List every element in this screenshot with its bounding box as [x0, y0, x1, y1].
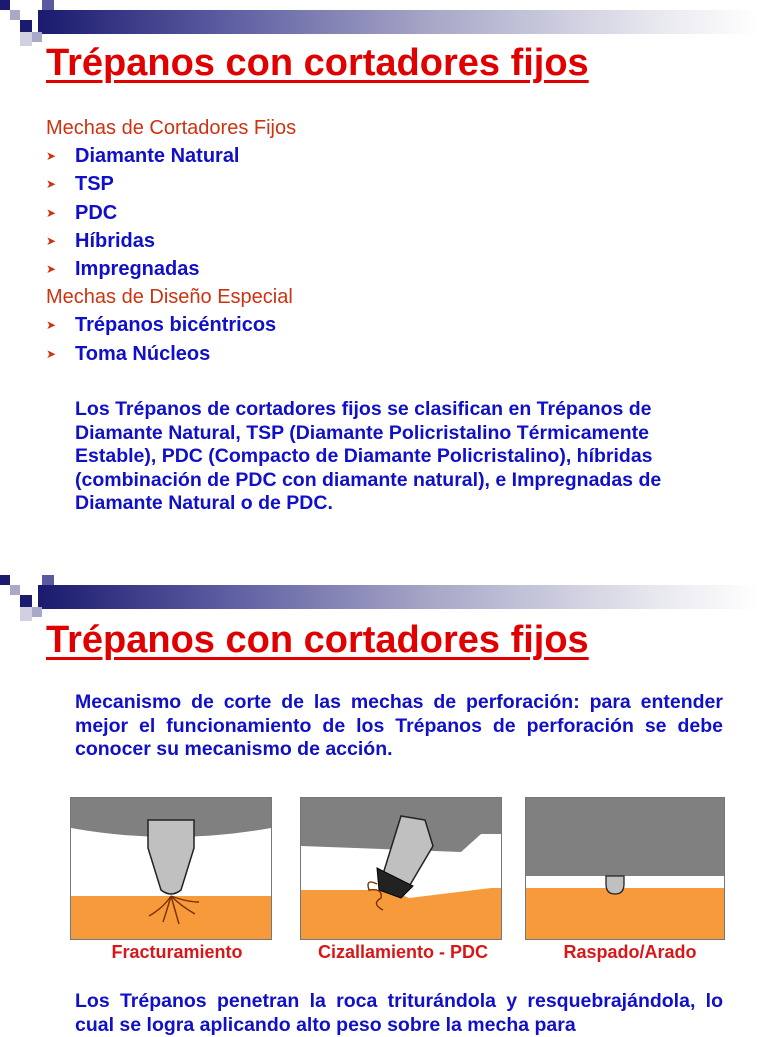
list-item [46, 170, 746, 198]
list-item-label: Impregnadas [75, 257, 200, 280]
list-item [46, 199, 746, 227]
scraping-illustration [526, 798, 724, 939]
header-decoration [0, 0, 768, 48]
list-item-label: TSP [75, 173, 114, 196]
list-item-label: Híbridas [75, 229, 156, 252]
header-gradient-bar [38, 10, 758, 34]
list-item-label: Toma Núcleos [75, 342, 211, 365]
header-square [20, 607, 32, 621]
list-heading: Mechas de Cortadores Fijos [46, 117, 297, 139]
header-square [10, 10, 20, 20]
slide-title: Trépanos con cortadores fijos [46, 619, 589, 661]
mechanism-intro-paragraph: Mecanismo de corte de las mechas de perforación: para entender mejor el funcionamiento de los Trépanos de perforación se debe conocer su mecanismo de acción. [75, 691, 723, 760]
list-item-label: Trépanos bicéntricos [75, 314, 277, 337]
list-item-label: PDC [75, 201, 118, 224]
list-item-label: Diamante Natural [75, 145, 240, 168]
header-square [42, 575, 54, 585]
arrow-bullet-icon: ➤ [46, 149, 57, 164]
caption-scraping: Raspado/Arado [563, 942, 697, 962]
fracture-diagram [70, 797, 272, 940]
classification-paragraph: Los Trépanos de cortadores fijos se clasifican en Trépanos de Diamante Natural, TSP (Diamante Policristalino Térmicamente Estable), PDC (Compacto de Diamante Policristalino), híbridas (combinación de PDC con diamante natural), e Impregnadas de Diamante Natural o de PDC. [75, 398, 662, 514]
arrow-bullet-icon: ➤ [46, 346, 57, 361]
shear-illustration [301, 798, 501, 939]
list-item [46, 227, 746, 255]
header-square [42, 0, 54, 10]
arrow-bullet-icon: ➤ [46, 205, 57, 220]
arrow-bullet-icon: ➤ [46, 177, 57, 192]
list-item [46, 142, 746, 170]
caption-fracture: Fracturamiento [111, 942, 243, 962]
header-square [0, 575, 10, 585]
slide-title: Trépanos con cortadores fijos [46, 42, 589, 84]
header-square [0, 0, 10, 10]
header-square [32, 32, 42, 42]
list-item [46, 255, 746, 283]
fracture-illustration [71, 798, 271, 939]
bottom-paragraph: Los Trépanos penetran la roca triturándola y resquebrajándola, lo cual se logra aplicando alto peso sobre la mecha para [75, 990, 723, 1036]
arrow-bullet-icon: ➤ [46, 318, 57, 333]
arrow-bullet-icon: ➤ [46, 233, 57, 248]
header-square [20, 32, 32, 46]
shear-diagram [300, 797, 502, 940]
slide-2 [0, 575, 768, 1036]
list-heading: Mechas de Diseño Especial [46, 286, 293, 309]
header-gradient-bar [38, 585, 758, 609]
list-item [46, 311, 746, 339]
scraping-diagram [525, 797, 725, 940]
list-item [46, 340, 746, 368]
arrow-bullet-icon: ➤ [46, 261, 57, 276]
header-square [20, 595, 32, 607]
caption-shear: Cizallamiento - PDC [317, 942, 489, 962]
header-square [20, 20, 32, 32]
classification-list [46, 114, 746, 368]
header-square [32, 607, 42, 617]
header-square [10, 585, 20, 595]
header-decoration [0, 575, 768, 623]
